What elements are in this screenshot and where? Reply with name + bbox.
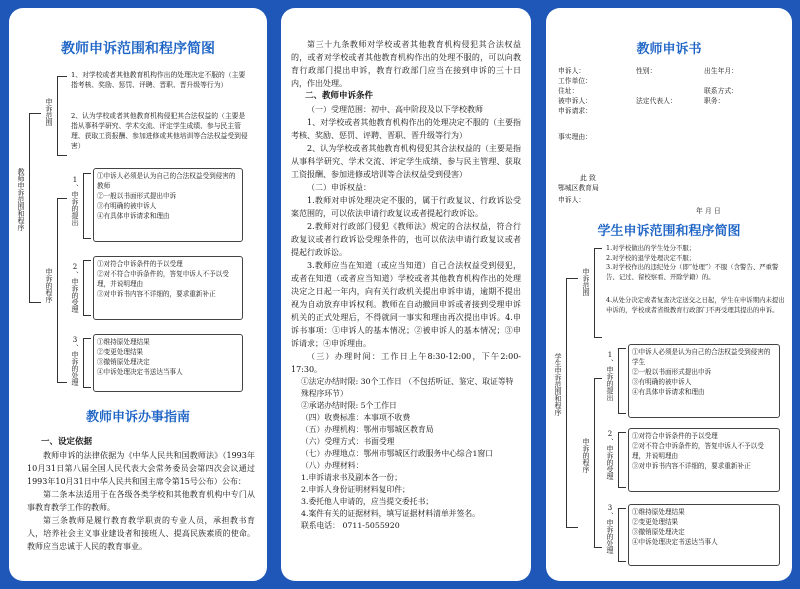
- guide-paragraph: 1.教师对申诉处理决定不服的，属于行政复议、行政诉讼受案范围的，可以依法申请行政复议或者提起行政诉讼。: [291, 196, 521, 218]
- step-item: ①维持原处理结果: [97, 338, 150, 346]
- step3-bracket: [83, 338, 91, 388]
- step1-bracket: [618, 348, 626, 414]
- step2-label: 2、申诉的受理: [606, 430, 614, 480]
- subsection-heading: （二）申诉权益：: [307, 183, 371, 192]
- scope-bracket: [594, 248, 602, 338]
- form-label: 法定代表人：: [636, 97, 677, 105]
- form-label: 性别：: [636, 67, 657, 75]
- scope-item: 1.对学校做出的学生处分不服；: [606, 244, 696, 252]
- student-root-label: 学生申诉范围和程序: [554, 353, 562, 416]
- step2-label: 2、申诉的受理: [71, 263, 79, 313]
- step-item: ②一般以书面形式提出申诉: [97, 192, 177, 200]
- proc-bracket: [57, 198, 67, 383]
- scope-item: 1、对学校或者其他教育机构作出的处理决定不服的（主要指考核、奖励、惩罚、评聘、晋职、晋升级等行为）: [71, 71, 246, 89]
- subsection-heading: （一）受理范围：初中、高中阶段及以下学校教师: [307, 105, 483, 114]
- step-item: ③对申诉书内容不详细的，要求重新补正: [632, 462, 751, 470]
- step-item: ②变更处理结果: [97, 348, 144, 356]
- signer-label: 申诉人：: [558, 196, 586, 204]
- guide-list-item: ①法定办结时限: 30个工作日 （不包括听证、鉴定、取证等特殊程序环节）: [301, 377, 514, 398]
- guide-list-item: 4.案件有关的证据材料，填写证据材料清单并签名。: [301, 509, 480, 518]
- step3-label: 3、申诉的处理: [606, 504, 614, 554]
- form-label: 工作单位：: [558, 77, 592, 85]
- subsection-heading: （三）办理时间：工作日上午8:30-12:00，下午2:00-17:30。: [291, 352, 521, 374]
- facts-label: 事实理由：: [558, 133, 592, 141]
- form-label: 职务：: [704, 97, 725, 105]
- section-heading: 二、教师申诉条件: [305, 91, 374, 101]
- guide-panel: [281, 8, 531, 581]
- root-bracket: [29, 113, 41, 303]
- guide-list-item: （八）办理材料：: [301, 461, 364, 470]
- step-item: ①对符合申诉条件的予以受理: [97, 260, 183, 268]
- guide-paragraph: 教师申诉的法律依据为《中华人民共和国教师法》（1993年10月31日第八届全国人民代表大会常务委员会第四次会议通过1993年10月31日中华人民共和国主席令第15号公布）公布：: [27, 451, 255, 486]
- step1-label: 1、申诉的提出: [606, 351, 614, 401]
- complaint-form-panel: [546, 8, 792, 581]
- guide-paragraph: 3.教师应当在知道（或应当知道）自己合法权益受到侵犯，或者在知道（或者应当知道）学校或者其他教育机构作出的处理决定之日起一年内，向有关行政机关提出申诉申请，逾期不提出视为自动放弃申诉权利。教师在自动撤回申诉或者接到受理申诉机关的正式处理后，不得就同一事实和理由再次提出申诉。4.申诉书事项：①申诉人的基本情况；②被申诉人的基本情况；③申诉请求；④申诉理由。: [291, 261, 521, 348]
- step-item: ②变更处理结果: [632, 518, 679, 526]
- proc-bracket: [594, 378, 602, 548]
- step2-box: [93, 256, 243, 320]
- teacher-scope-label: 申诉范围: [45, 98, 53, 126]
- complaint-form-title: 教师申诉书: [636, 42, 702, 57]
- step1-label: 1、申诉的提出: [71, 176, 79, 226]
- step-item: ④有具体申诉请求和理由: [97, 212, 170, 220]
- guide-list-item: （六）受理方式：书面受理: [301, 437, 395, 446]
- student-scope-title: 学生申诉范围和程序简图: [597, 224, 741, 239]
- date-label: 年 月 日: [696, 207, 721, 215]
- step3-bracket: [618, 508, 626, 562]
- step1-box: [628, 344, 780, 418]
- scope-item: 3.对学校作出的违纪处分（即“处理”）不服（含警告、严重警告、记过、留校察看、开除学籍）的。: [606, 263, 779, 281]
- root-bracket: [566, 278, 578, 528]
- step-item: ①申诉人必须是认为自己的合法权益受到侵害的教师: [97, 172, 236, 190]
- step-item: ④有具体申诉请求和理由: [632, 388, 705, 396]
- step-item: ①对符合申诉条件的予以受理: [632, 432, 718, 440]
- step-item: ①维持原处理结果: [632, 508, 685, 516]
- scope-item: 2、认为学校或者其他教育机构侵犯其合法权益的（主要是指从事科学研究、学术交流、评定学生成绩、参与民主管理、获取工资报酬、参加进修或其他培训等合法权益受到侵害）: [71, 112, 248, 150]
- step-item: ③对申诉书内容不详细的，要求重新补正: [97, 290, 216, 298]
- guide-paragraph: 第三条教师是履行教育教学职责的专业人员，承担教书育人，培养社会主义事业建设者和接班人、提高民族素质的使命。教师应当忠诚于人民的教育事业。: [27, 516, 255, 551]
- teacher-scope-panel: [9, 8, 267, 581]
- form-label: 出生年月：: [704, 67, 738, 75]
- guide-title: 教师申诉办事指南: [85, 410, 190, 425]
- scope-bracket: [57, 76, 67, 156]
- step-item: ①申诉人必须是认为自己的合法权益受到侵害的学生: [632, 348, 771, 366]
- addressee: 鄂城区教育局: [558, 184, 599, 192]
- step-item: ③有明确的被申诉人: [632, 378, 692, 386]
- step-item: ②对不符合申诉条件的，答复申诉人不予以受理，并说明理由: [97, 270, 229, 288]
- guide-list-item: 3.委托他人申请的，应当提交委托书；: [301, 497, 434, 506]
- student-scope-label: 申诉范围: [582, 268, 590, 296]
- step3-box: [93, 334, 243, 392]
- guide-list-item: （七）办理地点：鄂州市鄂城区行政服务中心综合1窗口: [301, 449, 494, 458]
- form-label: 申诉请求：: [558, 107, 592, 115]
- step1-box: [93, 168, 243, 242]
- guide-paragraph: 2.教师对行政部门侵犯《教师法》规定的合法权益，符合行政复议或者行政诉讼受理条件的，也可以依法申请行政复议或者提起行政诉讼。: [291, 222, 521, 257]
- guide-paragraph: 1、对学校或者其他教育机构作出的处理决定不服的（主要指考核、奖励、惩罚、评聘、晋职、晋升级等行为）: [291, 118, 521, 140]
- step2-bracket: [83, 260, 91, 316]
- step-item: ②一般以书面形式提出申诉: [632, 368, 712, 376]
- guide-paragraph: 第三十九条教师对学校或者其他教育机构侵犯其合法权益的，或者对学校或者其他教育机构作出的处理不服的，可以向教育行政部门提出申诉，教育行政部门应当在接到申诉的三十日内，作出处理。: [291, 40, 521, 88]
- teacher-root-label: 教师申诉范围和程序: [17, 168, 25, 231]
- form-label: 申诉人：: [558, 67, 586, 75]
- step2-bracket: [618, 432, 626, 488]
- teacher-proc-label: 申诉的程序: [45, 268, 53, 303]
- step-item: ③撤销原处理决定: [632, 528, 685, 536]
- step-item: ③撤销原处理决定: [97, 358, 150, 366]
- guide-list-item: 联系电话： 0711-5055920: [301, 521, 400, 530]
- guide-list-item: 1.申诉请求书及副本各一份；: [301, 473, 403, 482]
- step-item: ④申诉处理决定书送达当事人: [97, 368, 183, 376]
- step-item: ③有明确的被申诉人: [97, 202, 157, 210]
- guide-list-item: （四）收费标准：本事项不收费: [301, 413, 411, 422]
- step3-box: [628, 504, 780, 566]
- form-label: 联系方式：: [704, 87, 738, 95]
- guide-list-item: ②承诺办结时限: 5个工作日: [301, 401, 397, 410]
- guide-list-item: 2.申诉人身份证明材料复印件；: [301, 485, 410, 494]
- guide-paragraph: 2、认为学校或者其他教育机构侵犯其合法权益的（主要是指从事科学研究、学术交流、评定学生成绩、参与民主管理、获取工资报酬、参加进修或培训等合法权益受到侵害）: [291, 144, 521, 179]
- section-heading: 一、设定依据: [41, 437, 93, 447]
- scope-item: 4.从处分决定或者复查决定送交之日起，学生在申诉期内未提出申诉的，学校或者省级教育行政部门不再受理其提出的申诉。: [606, 296, 785, 314]
- step3-label: 3、申诉的处理: [71, 336, 79, 386]
- step-item: ②对不符合申诉条件的，答复申诉人不予以受理，并说明理由: [632, 442, 764, 460]
- teacher-scope-title: 教师申诉范围和程序简图: [61, 41, 215, 57]
- step1-bracket: [83, 173, 91, 239]
- guide-paragraph: 第二条本法适用于在各级各类学校和其他教育机构中专门从事教育教学工作的教师。: [27, 490, 255, 512]
- salutation: 此 致: [580, 174, 596, 182]
- guide-list-item: （五）办理机构：鄂州市鄂城区教育局: [301, 425, 434, 434]
- step-item: ④申诉处理决定书送达当事人: [632, 538, 718, 546]
- student-proc-label: 申诉的程序: [582, 438, 590, 473]
- form-label: 被申诉人：: [558, 97, 592, 105]
- step2-box: [628, 428, 780, 492]
- scope-item: 2.对学校的退学处理决定不服；: [606, 253, 696, 262]
- form-label: 住址：: [558, 87, 579, 95]
